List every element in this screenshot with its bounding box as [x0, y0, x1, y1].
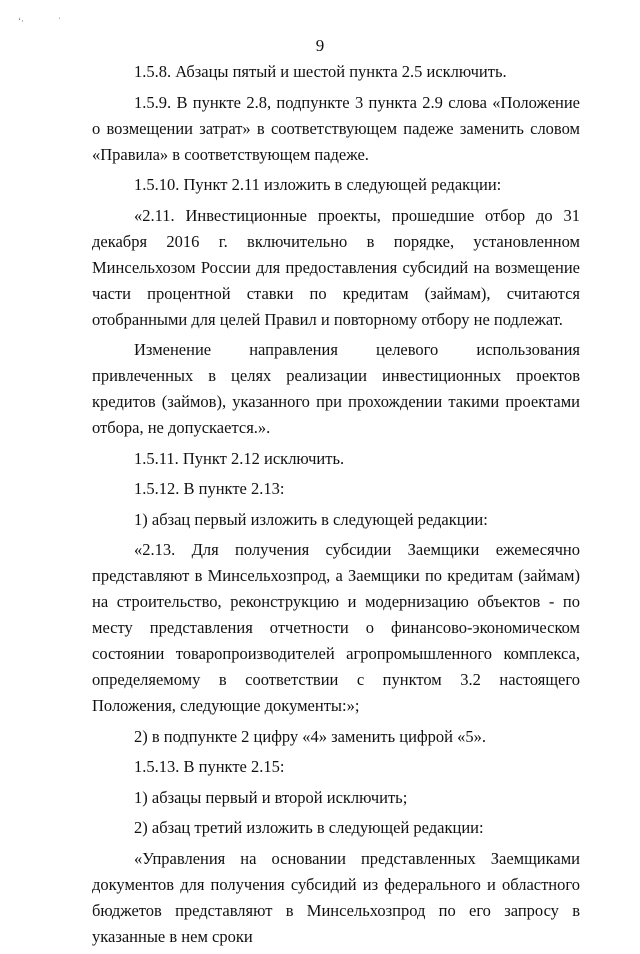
paragraph: 1.5.13. В пункте 2.15: — [134, 757, 285, 776]
paragraph: 1.5.12. В пункте 2.13: — [134, 479, 285, 498]
paragraph: 1.5.11. Пункт 2.12 исключить. — [134, 448, 345, 468]
page-number: 9 — [315, 36, 325, 55]
paragraph: 1) абзац первый изложить в следующей редакции: — [134, 509, 488, 529]
paragraph: «2.13. Для получения субсидии Заемщики ежемесячно представляют в Минсельхозпрод, а Заемщики по кредитам (займам) на строительство, реконструкцию и модернизацию объектов - по месту представления отчетности о финансово-экономическом состоянии товаропроизводителей агропромышленного комплекса, определяемому в соответствии с пунктом 3.2 настоящего Положения, следующие документы:»; — [92, 540, 580, 715]
paragraph: 2) абзац третий изложить в следующей редакции: — [134, 818, 484, 837]
document-body — [92, 59, 580, 954]
scan-speck: ʻ· — [18, 16, 24, 26]
paragraph: Изменение направления целевого использования привлеченных в целях реализации инвестиционных проектов кредитов (займов), указанного при прохождении такими проектами отбора, не допускается.». — [92, 340, 580, 437]
scan-speck: ˈ — [58, 16, 61, 26]
paragraph: 2) в подпункте 2 цифру «4» заменить цифрой «5». — [134, 726, 486, 746]
paragraph: 1) абзацы первый и второй исключить; — [134, 787, 408, 807]
paragraph: «Управления на основании представленных Заемщиками документов для получения субсидий из федерального и областного бюджетов представляют в Минсельхозпрод по его запросу в указанные в нем сроки — [92, 848, 580, 946]
paragraph: 1.5.8. Абзацы пятый и шестой пункта 2.5 исключить. — [134, 62, 507, 81]
paragraph: 1.5.9. В пункте 2.8, подпункте 3 пункта 2.9 слова «Положение о возмещении затрат» в соответствующем падеже заменить словом «Правила» в соответствующем падеже. — [92, 92, 580, 164]
paragraph: «2.11. Инвестиционные проекты, прошедшие отбор до 31 декабря 2016 г. включительно в порядке, установленном Минсельхозом России для предоставления субсидий на возмещение части процентной ставки по кредитам (займам), считаются отобранными для целей Правил и повторному отбору не подлежат. — [92, 205, 580, 329]
paragraph: 1.5.10. Пункт 2.11 изложить в следующей редакции: — [134, 175, 502, 194]
